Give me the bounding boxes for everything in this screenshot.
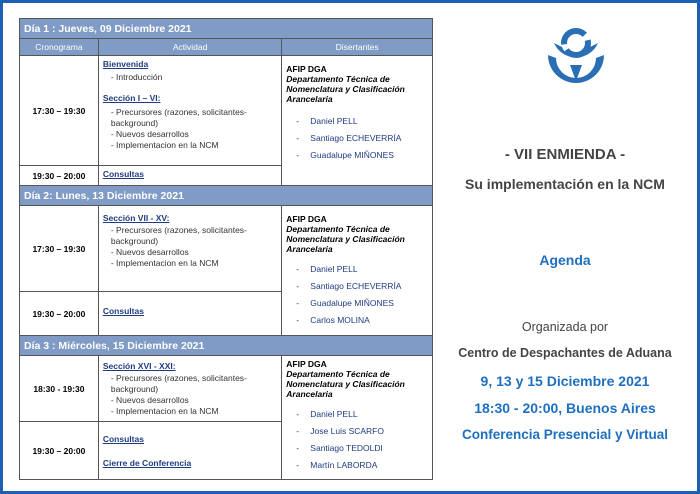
day3-session-time: 18:30 - 19:30 (20, 356, 99, 422)
day3-session-row (20, 356, 433, 422)
day3-header-row (20, 336, 433, 356)
day3-sub3: - Implementacion en la NCM (110, 406, 219, 416)
enmienda-title: - VII ENMIENDA - (504, 146, 626, 163)
day2-consult: Consultas (102, 306, 144, 316)
agenda-label: Agenda (539, 252, 591, 268)
col-disertantes: Disertantes (282, 39, 433, 56)
implementacion-subtitle: Su implementación en la NCM (465, 176, 665, 192)
day1-speaker-2: - Santiago ECHEVERRÍA (286, 133, 428, 143)
day3-activities (98, 356, 281, 422)
day1-consult-time: 19:30 – 20:00 (20, 166, 99, 186)
column-header-row (20, 39, 433, 56)
day1-sub1: - Precursores (razones, solicitantes-background) (110, 107, 247, 128)
day1-sub3: - Implementacion en la NCM (110, 140, 219, 150)
day2-consult-time: 19:30 – 20:00 (20, 292, 99, 336)
day1-header-row (20, 19, 433, 39)
day3-closing: Cierre de Conferencia (102, 458, 192, 468)
day1-header: Día 1 : Jueves, 09 Diciembre 2021 (20, 19, 433, 39)
day1-session-row (20, 56, 433, 166)
day2-speaker-2: - Santiago ECHEVERRÍA (286, 281, 428, 291)
day3-speaker-2: - Jose Luis SCARFO (286, 426, 428, 436)
day1-intro: - Introducción (110, 72, 163, 82)
day3-dept: Departamento Técnica de Nomenclatura y Clasificación Arancelaria (286, 369, 405, 399)
day2-speaker-4: - Carlos MOLINA (286, 315, 428, 325)
day3-consult-time: 19:30 – 20:00 (20, 422, 99, 480)
day1-speaker-3: - Guadalupe MIÑONES (286, 150, 428, 160)
day2-sub3: - Implementacion en la NCM (110, 258, 219, 268)
day1-speakers (282, 56, 433, 186)
day2-org: AFIP DGA (286, 214, 327, 224)
day2-dept: Departamento Técnica de Nomenclatura y Clasificación Arancelaria (286, 224, 405, 254)
day1-activities (98, 56, 281, 166)
day3-sub1: - Precursores (razones, solicitantes-background) (110, 373, 247, 394)
col-actividad: Actividad (98, 39, 281, 56)
centro-despachantes: Centro de Despachantes de Aduana (458, 346, 672, 360)
day3-header: Día 3 : Miércoles, 15 Diciembre 2021 (20, 336, 433, 356)
day2-section: Sección VII - XV: (102, 213, 170, 223)
day2-speaker-1: - Daniel PELL (286, 264, 428, 274)
day3-section: Sección XVI - XXI: (102, 361, 176, 371)
day3-org: AFIP DGA (286, 359, 327, 369)
day2-sub1: - Precursores (razones, solicitantes-background) (110, 225, 247, 246)
day1-sub2: - Nuevos desarrollos (110, 129, 189, 139)
day1-section: Sección I – VI: (102, 93, 161, 103)
day1-consult-cell (98, 166, 281, 186)
day2-session-row (20, 206, 433, 292)
day2-session-time: 17:30 – 19:30 (20, 206, 99, 292)
col-cronograma: Cronograma (20, 39, 99, 56)
day3-consult: Consultas (102, 434, 144, 444)
day1-org: AFIP DGA (286, 64, 327, 74)
day1-bienvenida: Bienvenida (102, 59, 149, 69)
day2-sub2: - Nuevos desarrollos (110, 247, 189, 257)
day2-speakers (282, 206, 433, 336)
day3-speakers (282, 356, 433, 480)
day3-speaker-1: - Daniel PELL (286, 409, 428, 419)
day2-activities (98, 206, 281, 292)
event-dates: 9, 13 y 15 Diciembre 2021 (480, 373, 650, 389)
day2-header-row (20, 186, 433, 206)
day2-speaker-3: - Guadalupe MIÑONES (286, 298, 428, 308)
event-hours: 18:30 - 20:00, Buenos Aires (474, 400, 656, 416)
day1-speaker-1: - Daniel PELL (286, 116, 428, 126)
day3-speaker-4: - Martín LABORDA (286, 460, 428, 470)
day3-sub2: - Nuevos desarrollos (110, 395, 189, 405)
agenda-table (19, 18, 433, 480)
wco-logo-icon (540, 25, 612, 85)
day3-speaker-3: - Santiago TEDOLDI (286, 443, 428, 453)
day3-consult-cell (98, 422, 281, 480)
day2-header: Día 2: Lunes, 13 Diciembre 2021 (20, 186, 433, 206)
day2-consult-cell (98, 292, 281, 336)
day1-dept: Departamento Técnica de Nomenclatura y Clasificación Arancelaria (286, 74, 405, 104)
day1-session-time: 17:30 – 19:30 (20, 56, 99, 166)
organizada-por: Organizada por (521, 320, 609, 334)
day1-consult: Consultas (102, 169, 144, 179)
conference-mode: Conferencia Presencial y Virtual (461, 427, 669, 442)
